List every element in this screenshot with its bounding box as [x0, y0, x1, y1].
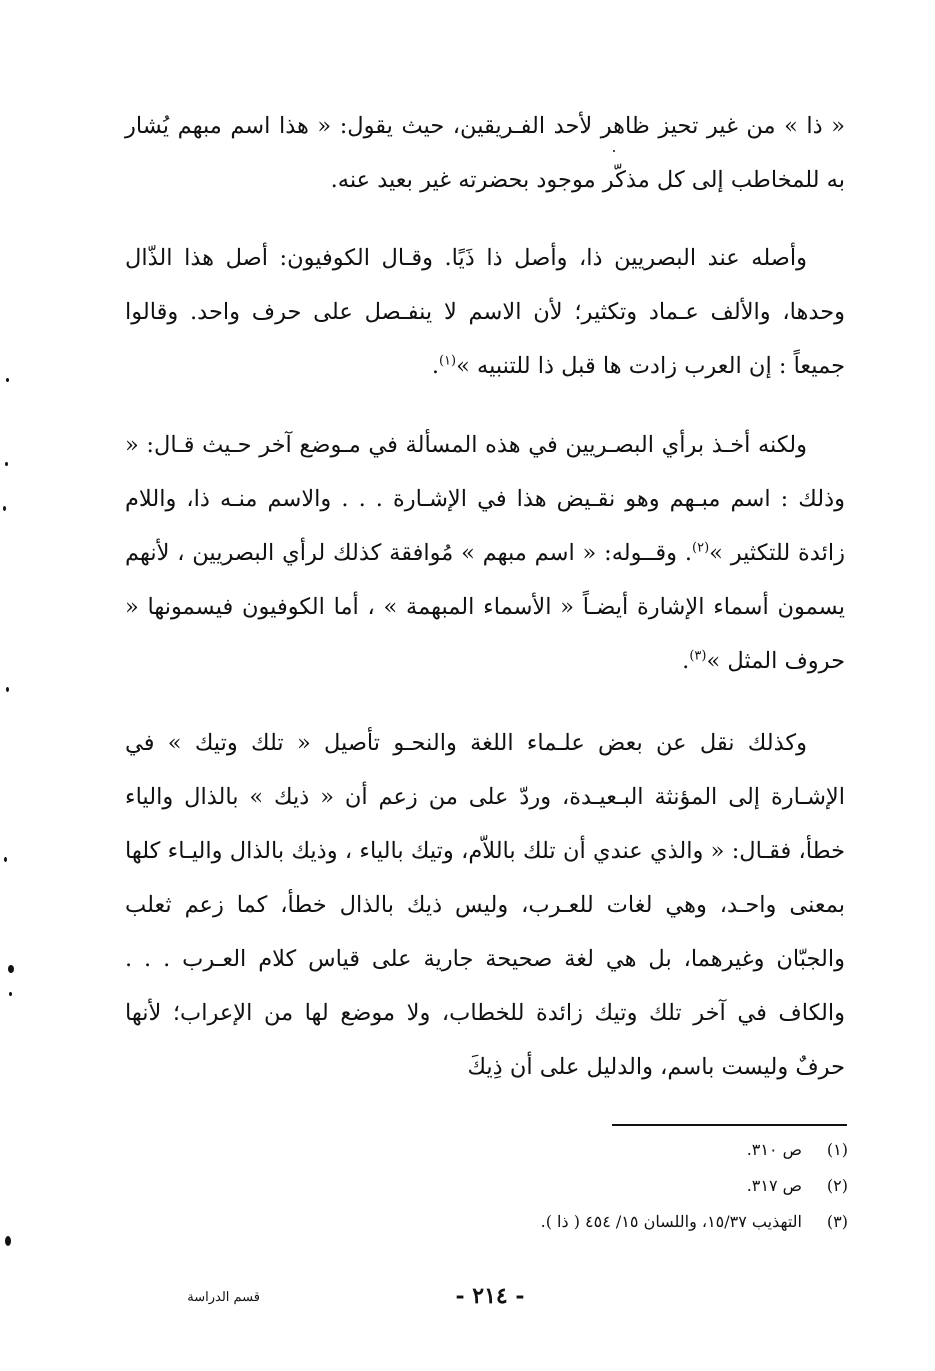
- footnote-ref-1[interactable]: (١): [438, 353, 457, 369]
- section-label: قسم الدراسة: [187, 1290, 260, 1305]
- footnote-number: (٢): [826, 1176, 848, 1195]
- paragraph-1-text: « ذا » من غير تحيز ظاهر لأحد الفـريقين، حيث يقول: « هذا اسم مبهم يُشار به للمخاطب إلى كل مذكّر موجود بحضرته غير بعيد عنه.: [125, 113, 845, 193]
- footnote-text: ص ٣١٧.: [746, 1176, 802, 1195]
- scan-speck: [6, 378, 9, 382]
- paragraph-4: [125, 716, 845, 1094]
- footnotes: [300, 1132, 848, 1240]
- footnote-ref-2[interactable]: (٢): [692, 540, 710, 556]
- paragraph-2-text: وأصله عند البصريين ذا، وأصل ذا ذَيًا. وقـال الكوفيون: أصل هذا الذّال وحدها، والألف عـماد وتكثير؛ لأن الاسم لا ينفـصل على حرف واحد. وقالوا جميعاً : إن العرب زادت ها قبل ذا للتنبيه »: [125, 245, 845, 379]
- footnote-3: [300, 1204, 848, 1240]
- paragraph-4-text: وكذلك نقل عن بعض علـماء اللغة والنحـو تأصيل « تلك وتيك » في الإشـارة إلى المؤنثة البـعيـدة، وردّ على من زعم أن « ذيك » بالذال والياء خطأ، فقـال: « والذي عندي أن تلك باللاّم، وتيك بالياء ، وذيك بالذال واليـاء كلها بمعنى واحـد، وهي لغات للعـرب، وليس ذيك بالذال خطأ، كما زعم ثعلب والجبّان وغيرهما، بل هي لغة صحيحة جارية على قياس كلام العـرب . . . والكاف في آخر تلك وتيك زائدة للخطاب، ولا موضع لها من الإعراب؛ لأنها حرفٌ وليست باسم، والدليل على أن ذِيكَ: [125, 730, 845, 1080]
- paragraph-1: [125, 99, 845, 207]
- scan-speck: [3, 506, 6, 511]
- footnote-2: [300, 1168, 848, 1204]
- scan-speck: [5, 462, 8, 466]
- footnote-ref-3[interactable]: (٣): [689, 648, 707, 664]
- scan-speck: [613, 150, 615, 152]
- paragraph-3-text: ولكنه أخـذ برأي البصـريين في هذه المسألة في مـوضع آخر حـيث قـال: « وذلك : اسم مبـهم وهو نقـيض هذا في الإشـارة . . . والاسم منـه ذا، واللام زائدة للتكثير »: [125, 432, 845, 566]
- paragraph-2: وأصله عند البصريين ذا، وأصل ذا ذَيًا. وقـال الكوفيون: أصل هذا الذّال وحدها، والألف عـماد وتكثير؛ لأن الاسم لا ينفـصل على حرف واحد. وقالوا جميعاً : إن العرب زادت ها قبل ذا للتنبيه »$^{(١)}$.: [125, 245, 845, 379]
- paragraph-3: [125, 418, 845, 688]
- scan-speck: [8, 965, 14, 973]
- footnote-text: التهذيب ١٥/٣٧، واللسان ١٥/ ٤٥٤ ( ذا ).: [540, 1212, 802, 1231]
- footnote-text: ص ٣١٠.: [746, 1140, 802, 1159]
- footnote-1: [300, 1132, 848, 1168]
- page-number: - ٢١٤ -: [455, 1283, 525, 1309]
- scan-speck: [9, 992, 12, 996]
- scan-speck: [6, 687, 9, 692]
- scan-speck: [4, 857, 7, 862]
- footnote-number: (١): [826, 1140, 848, 1159]
- footnote-separator: [612, 1124, 847, 1126]
- paragraph-3-end: .: [682, 648, 690, 674]
- paragraph-3-continuation: . وقــوله: « اسم مبهم » مُوافقة كذلك لرأي البصريين ، لأنهم يسمون أسماء الإشارة أيضـاً « الأسماء المبهمة » ، أما الكوفيون فيسمونها « حروف المثل »: [125, 540, 845, 674]
- scan-speck: [5, 1236, 11, 1246]
- footnote-number: (٣): [826, 1212, 848, 1231]
